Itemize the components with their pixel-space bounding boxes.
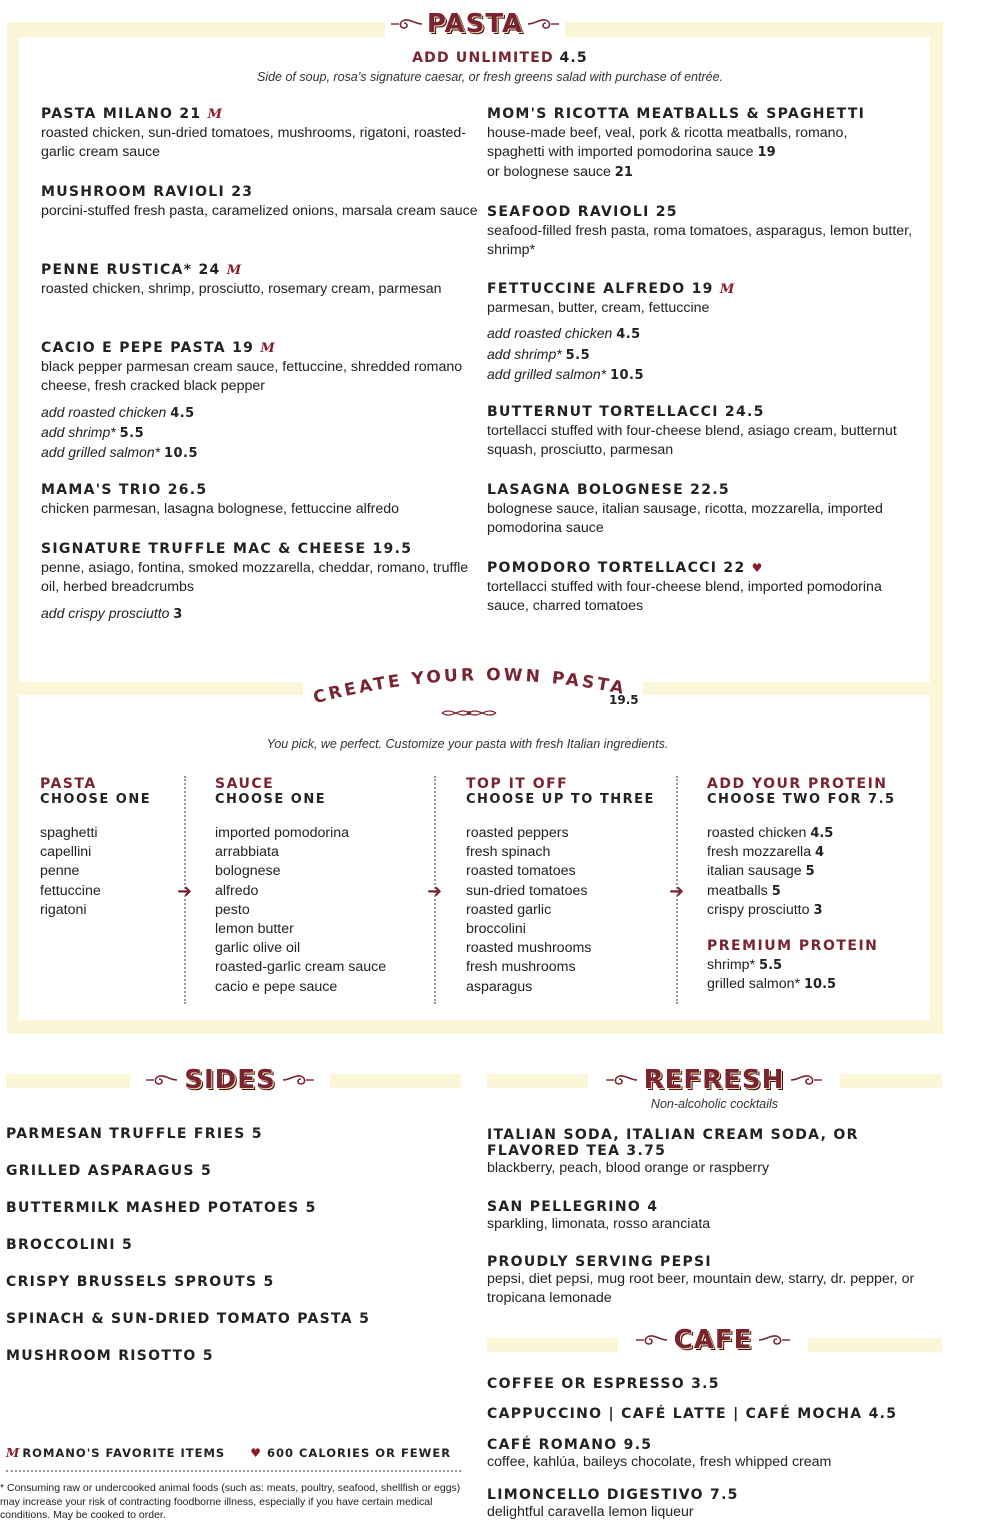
item-name: LASAGNA BOLOGNESE 22.5 (487, 482, 730, 498)
premium-protein-options: shrimp* 5.5 grilled salmon* 10.5 (707, 957, 837, 993)
cafe-item-name: CAPPUCCINO | CAFÉ LATTE | CAFÉ MOCHA 4.5 (487, 1406, 898, 1422)
menu-item (487, 203, 927, 261)
item-description: roasted chicken, shrimp, prosciutto, rosemary cream, parmesan (41, 281, 442, 297)
menu-item (41, 261, 481, 299)
arrow-right-icon: ➜ (427, 881, 443, 901)
premium-protein-heading: PREMIUM PROTEIN (707, 938, 879, 955)
cafe-item-name: LIMONCELLO DIGESTIVO 7.5 (487, 1487, 739, 1503)
cafe-item-description: coffee, kahlúa, baileys chocolate, fresh whipped cream (487, 1454, 832, 1470)
item-addons (41, 604, 481, 624)
cyo-instruction: CHOOSE UP TO THREE (466, 792, 655, 807)
drink-description: pepsi, diet pepsi, mug root beer, mountain dew, starry, dr. pepper, or tropicana lemonade (487, 1271, 915, 1307)
item-description: tortellacci stuffed with four-cheese blend, imported pomodorina sauce, charred tomatoes (487, 579, 882, 615)
sides-title-banner (130, 1062, 330, 1098)
legend-divider (6, 1470, 461, 1472)
cyo-title-text: CREATE YOUR OWN PASTA (311, 666, 629, 706)
drink-name: PROUDLY SERVING PEPSI (487, 1254, 712, 1270)
side-item: GRILLED ASPARAGUS 5 (6, 1163, 212, 1179)
create-your-own-arc (303, 666, 643, 706)
swirl-ornament-icon (634, 1332, 668, 1348)
arrow-right-icon: ➜ (669, 881, 685, 901)
drink-item (487, 1199, 942, 1234)
swirl-ornament-icon (282, 1072, 316, 1088)
romano-favorite-icon: M (6, 1446, 18, 1460)
item-description: house-made beef, veal, pork & ricotta meatballs, romano, spaghetti with imported pomodorina sauce 19 or bolognese sauce 21 (487, 125, 848, 180)
sides-title: SIDES (184, 1065, 276, 1095)
menu-item (41, 540, 481, 624)
side-item: MUSHROOM RISOTTO 5 (6, 1348, 214, 1364)
menu-item (487, 481, 927, 539)
heart-icon: ♥ (250, 1446, 262, 1460)
menu-item (41, 339, 481, 463)
cyo-toppings-column (466, 776, 655, 997)
side-item: SPINACH & SUN-DRIED TOMATO PASTA 5 (6, 1311, 371, 1327)
side-item: PARMESAN TRUFFLE FRIES 5 (6, 1126, 263, 1142)
cafe-title-banner (618, 1322, 808, 1358)
legend-favorite-label: ROMANO'S FAVORITE ITEMS (22, 1446, 226, 1460)
item-name: FETTUCCINE ALFREDO 19 (487, 281, 714, 297)
menu-item (487, 559, 927, 617)
heart-icon: ♥ (751, 561, 764, 575)
cyo-instruction: CHOOSE ONE (215, 792, 327, 807)
cyo-heading: TOP IT OFF (466, 776, 569, 792)
item-description: seafood-filled fresh pasta, roma tomatoes, asparagus, lemon butter, shrimp* (487, 223, 913, 259)
item-addons (487, 324, 927, 385)
item-addons (41, 403, 481, 464)
raw-food-disclaimer: * Consuming raw or undercooked animal foods (such as: meats, poultry, seafood, shellfish or eggs) may increase your risk of contracting foodborne illness, especially if you have certain medical conditions. May be cooked to order. (0, 1482, 461, 1522)
cyo-options: roasted chicken 4.5 fresh mozzarella 4 italian sausage 5 meatballs 5 crispy prosciutto 3 (707, 825, 834, 918)
addon-line: add grilled salmon* 10.5 (487, 365, 645, 383)
cyo-heading: ADD YOUR PROTEIN (707, 776, 888, 792)
drink-description: blackberry, peach, blood orange or raspberry (487, 1160, 770, 1176)
swirl-ornament-icon (527, 16, 561, 32)
arrow-right-icon: ➜ (177, 881, 193, 901)
swirl-ornament-icon (389, 16, 423, 32)
cafe-title: CAFE (673, 1325, 753, 1355)
item-name: MUSHROOM RAVIOLI 23 (41, 184, 254, 200)
menu-item (487, 403, 927, 461)
item-name: POMODORO TORTELLACCI 22 (487, 560, 746, 576)
swirl-ornament-icon (144, 1072, 178, 1088)
cyo-subtitle: You pick, we perfect. Customize your pasta with fresh Italian ingredients. (266, 737, 669, 751)
pasta-title-banner (385, 6, 565, 42)
cyo-options: spaghetti capellini penne fettuccine rigatoni (40, 825, 101, 918)
menu-item (487, 280, 927, 385)
side-item: BUTTERMILK MASHED POTATOES 5 (6, 1200, 317, 1216)
item-description: bolognese sauce, italian sausage, ricotta, mozzarella, imported pomodorina sauce (487, 501, 883, 537)
cyo-heading: SAUCE (215, 776, 275, 792)
item-name: BUTTERNUT TORTELLACCI 24.5 (487, 404, 765, 420)
cafe-item-name: CAFÉ ROMANO 9.5 (487, 1437, 653, 1453)
item-description: parmesan, butter, cream, fettuccine (487, 300, 710, 316)
add-unlimited-description: Side of soup, rosa’s signature caesar, or fresh greens salad with purchase of entrée. (256, 70, 723, 84)
cafe-item-name: COFFEE OR ESPRESSO 3.5 (487, 1376, 720, 1392)
item-description: tortellacci stuffed with four-cheese blend, asiago cream, butternut squash, prosciutto, parmesan (487, 423, 897, 459)
refresh-subtitle: Non-alcoholic cocktails (650, 1097, 779, 1111)
romano-favorite-icon: M (260, 341, 273, 356)
drink-name: FLAVORED TEA 3.75 (487, 1143, 667, 1159)
item-name: CACIO E PEPE PASTA 19 (41, 340, 255, 356)
item-description: black pepper parmesan cream sauce, fettuccine, shredded romano cheese, fresh cracked black pepper (41, 359, 463, 395)
side-item: CRISPY BRUSSELS SPROUTS 5 (6, 1274, 275, 1290)
item-description: roasted chicken, sun-dried tomatoes, mushrooms, rigatoni, roasted-garlic cream sauce (41, 125, 467, 161)
addon-line: add shrimp* 5.5 (487, 345, 591, 363)
romano-favorite-icon: M (226, 263, 240, 278)
romano-favorite-icon: M (207, 107, 221, 122)
drink-name: SAN PELLEGRINO 4 (487, 1199, 659, 1215)
drink-name: ITALIAN SODA, ITALIAN CREAM SODA, OR (487, 1127, 859, 1143)
cafe-item (487, 1487, 942, 1522)
cyo-heading: PASTA (40, 776, 97, 792)
cyo-sauce-column (215, 776, 386, 997)
cyo-pasta-column (40, 776, 151, 920)
item-name: PENNE RUSTICA* 24 (41, 262, 221, 278)
cyo-protein-column (707, 776, 896, 994)
addon-line: add roasted chicken 4.5 (41, 403, 195, 421)
item-name: SIGNATURE TRUFFLE MAC & CHEESE 19.5 (41, 541, 413, 557)
addon-line: add crispy prosciutto 3 (41, 604, 183, 622)
menu-item (487, 105, 927, 182)
item-description: porcini-stuffed fresh pasta, caramelized onions, marsala cream sauce (41, 203, 478, 219)
cyo-instruction: CHOOSE ONE (40, 792, 152, 807)
item-name: MOM'S RICOTTA MEATBALLS & SPAGHETTI (487, 106, 866, 122)
item-description: penne, asiago, fontina, smoked mozzarella, cheddar, romano, truffle oil, herbed breadcrumbs (41, 560, 469, 596)
cafe-item-description: delightful caravella lemon liqueur (487, 1504, 694, 1520)
swirl-ornament-icon (790, 1072, 824, 1088)
item-description: chicken parmesan, lasagna bolognese, fettuccine alfredo (41, 501, 400, 517)
create-your-own-title (303, 666, 643, 706)
add-unlimited-line (0, 50, 1000, 66)
side-item: BROCCOLINI 5 (6, 1237, 134, 1253)
romano-favorite-icon: M (719, 282, 733, 297)
cyo-price: 19.5 (609, 693, 639, 706)
drink-item (487, 1254, 942, 1309)
menu-item (41, 105, 481, 163)
refresh-title: REFRESH (643, 1065, 785, 1095)
cyo-instruction: CHOOSE TWO FOR 7.5 (707, 792, 896, 807)
item-name: PASTA MILANO 21 (41, 106, 202, 122)
drink-item (487, 1127, 942, 1178)
menu-item (41, 183, 481, 221)
addon-line: add roasted chicken 4.5 (487, 325, 641, 343)
menu-item (41, 481, 481, 519)
swirl-ornament-icon (758, 1332, 792, 1348)
refresh-title-banner (588, 1062, 840, 1098)
item-name: MAMA'S TRIO 26.5 (41, 482, 208, 498)
cyo-options: roasted peppers fresh spinach roasted tomatoes sun-dried tomatoes roasted garlic broccolini roasted mushrooms fresh mushrooms asparagus (466, 825, 592, 995)
add-unlimited-price: 4.5 (559, 50, 588, 66)
addon-line: add grilled salmon* 10.5 (41, 444, 199, 462)
add-unlimited-label: ADD UNLIMITED (412, 50, 554, 66)
swirl-ornament-icon (604, 1072, 638, 1088)
cyo-options: imported pomodorina arrabbiata bolognese alfredo pesto lemon butter garlic olive oil roasted-garlic cream sauce cacio e pepe sauce (215, 825, 387, 995)
flourish-ornament-icon (440, 704, 498, 722)
drink-description: sparkling, limonata, rosso aranciata (487, 1216, 711, 1232)
item-name: SEAFOOD RAVIOLI 25 (487, 204, 678, 220)
legend-calorie-label: 600 CALORIES OR FEWER (266, 1446, 452, 1460)
cafe-item (487, 1437, 942, 1472)
addon-line: add shrimp* 5.5 (41, 423, 145, 441)
pasta-title: PASTA (426, 9, 524, 39)
svg-text:CREATE YOUR OWN PASTA (311, 666, 628, 706)
legend (6, 1446, 461, 1460)
